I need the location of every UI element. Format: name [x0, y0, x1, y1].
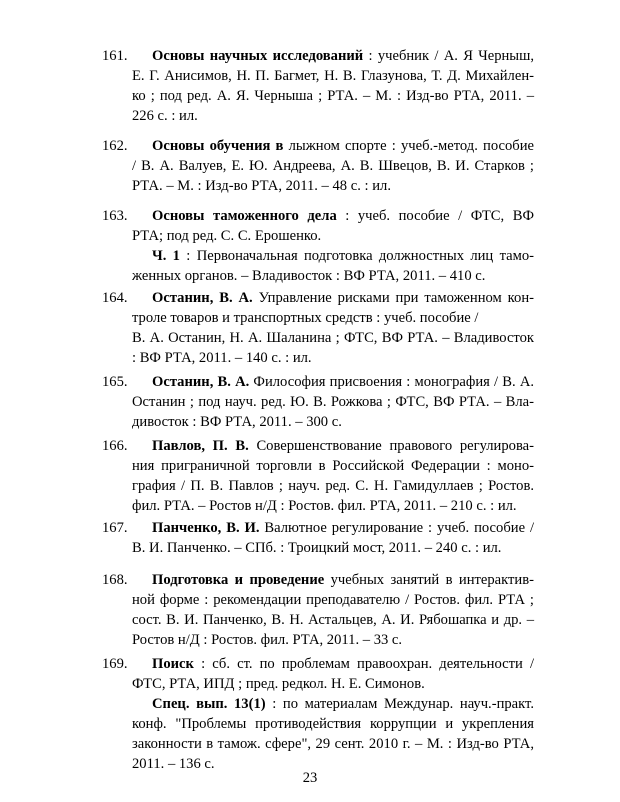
entry-line: Подготовка и проведение учебных занятий в интерактив-	[152, 572, 534, 588]
entry-line: / В. А. Валуев, Е. Ю. Андреева, А. В. Швецов, В. И. Старков ;	[132, 158, 534, 174]
entry-text	[132, 436, 534, 516]
entry-line: законности в тамож. сфере", 29 сент. 2010 г. – М. : Изд-во РТА,	[132, 736, 534, 752]
entry-line: Панченко, В. И. Валютное регулирование : учеб. пособие /	[152, 520, 534, 536]
entry-line: Ростов н/Д : Ростов. фил. РТА, 2011. – 33 с.	[132, 632, 403, 648]
entry-line: сост. В. И. Панченко, В. Н. Астальцев, А. И. Рябошапка и др. –	[132, 612, 534, 628]
entry-line: конф. "Проблемы противодействия коррупции и укрепления	[132, 716, 534, 732]
entry-number: 162.	[102, 138, 128, 154]
entry-number: 169.	[102, 656, 128, 672]
entry-line: Основы научных исследований : учебник / А. Я Черныш,	[152, 48, 534, 64]
entry-text	[132, 206, 534, 286]
entry-line: Основы таможенного дела : учеб. пособие / ФТС, ВФ	[152, 208, 534, 224]
entry-line: РТА. – М. : Изд-во РТА, 2011. – 48 с. : ил.	[132, 178, 391, 194]
entry-line: : ВФ РТА, 2011. – 140 с. : ил.	[132, 350, 312, 366]
entry-number: 163.	[102, 208, 128, 224]
entry-line: Останин, В. А. Философия присвоения : монография / В. А.	[152, 374, 535, 390]
entry-number: 161.	[102, 48, 128, 64]
entry-line: 226 с. : ил.	[132, 108, 198, 124]
entry-line: Спец. вып. 13(1) : по материалам Междунар. науч.-практ.	[152, 696, 534, 712]
entry-text	[132, 518, 534, 558]
entry-number: 166.	[102, 438, 128, 454]
entry-line: троле товаров и транспортных средств : учеб. пособие /	[132, 310, 479, 326]
entry-line: дивосток : ВФ РТА, 2011. – 300 с.	[132, 414, 342, 430]
entry-line: графия / П. В. Павлов ; науч. ред. С. Н. Гамидуллаев ; Ростов.	[132, 478, 534, 494]
entry-line: ФТС, РТА, ИПД ; пред. редкол. Н. Е. Симонов.	[132, 676, 425, 692]
entry-line: 2011. – 136 с.	[132, 756, 215, 772]
entry-line: Останин ; под науч. ред. Ю. В. Рожкова ; ФТС, ВФ РТА. – Вла-	[132, 394, 534, 410]
entry-text	[132, 654, 534, 774]
entry-text	[132, 288, 534, 368]
entry-line: ной форме : рекомендации преподавателю / Ростов. фил. РТА ;	[132, 592, 534, 608]
entry-number: 167.	[102, 520, 128, 536]
entry-line: Останин, В. А. Управление рисками при таможенном кон-	[152, 290, 534, 306]
entry-line: ния приграничной торговли в Российской Федерации : моно-	[132, 458, 534, 474]
entry-line: Ч. 1 : Первоначальная подготовка должностных лиц тамо-	[152, 248, 534, 264]
page-number: 23	[302, 770, 318, 786]
entry-text	[132, 570, 534, 650]
entry-line: Павлов, П. В. Совершенствование правового регулирова-	[152, 438, 534, 454]
entry-line: Основы обучения в лыжном спорте : учеб.-метод. пособие	[152, 138, 534, 154]
entry-text	[132, 136, 534, 196]
entry-number: 165.	[102, 374, 128, 390]
entry-line: фил. РТА. – Ростов н/Д : Ростов. фил. РТА, 2011. – 210 с. : ил.	[132, 498, 517, 514]
entry-line: В. И. Панченко. – СПб. : Троицкий мост, 2011. – 240 с. : ил.	[132, 540, 502, 556]
entry-line: РТА; под ред. С. С. Ерошенко.	[132, 228, 322, 244]
entry-line: ко ; под ред. А. Я. Черныша ; РТА. – М. : Изд-во РТА, 2011. –	[132, 88, 534, 104]
entry-line: Поиск : сб. ст. по проблемам правоохран. деятельности /	[152, 656, 534, 672]
entry-number: 168.	[102, 572, 128, 588]
entry-line: В. А. Останин, Н. А. Шаланина ; ФТС, ВФ РТА. – Владивосток	[132, 330, 534, 346]
entry-text	[132, 46, 534, 126]
entry-line: женных органов. – Владивосток : ВФ РТА, 2011. – 410 с.	[132, 268, 486, 284]
entry-line: Е. Г. Анисимов, Н. П. Багмет, Н. В. Глазунова, Т. Д. Михайлен-	[132, 68, 534, 84]
entry-text	[132, 372, 534, 432]
entry-number: 164.	[102, 290, 128, 306]
